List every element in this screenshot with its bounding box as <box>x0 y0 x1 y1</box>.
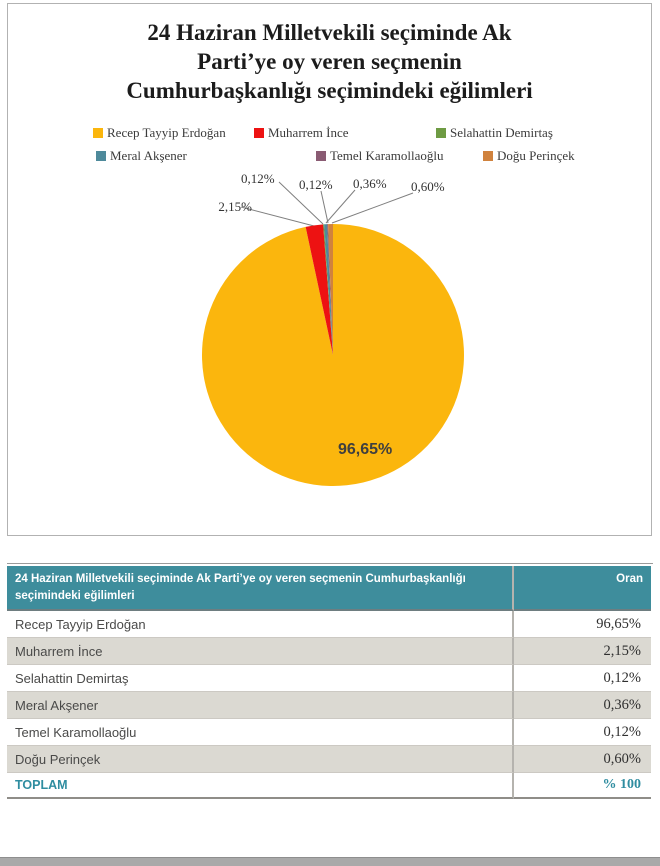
legend-label: Muharrem İnce <box>268 125 349 140</box>
pie-slices-group <box>202 224 464 486</box>
pie-chart <box>8 4 653 537</box>
table-row <box>7 746 653 773</box>
table-row <box>7 665 653 692</box>
pie-label-0-12-a: 0,12% <box>241 171 275 186</box>
results-table <box>7 563 653 799</box>
legend-label: Selahattin Demirtaş <box>450 125 553 140</box>
chart-title-line-1: 24 Haziran Milletvekili seçiminde Ak <box>147 20 512 45</box>
table-row <box>7 638 653 665</box>
pie-label-2-15: 2,15% <box>218 199 252 214</box>
page-bottom-bar <box>0 857 660 866</box>
row-value: 0,36% <box>514 692 651 719</box>
legend-label: Recep Tayyip Erdoğan <box>107 125 226 140</box>
pie-label-0-12-b: 0,12% <box>299 177 333 192</box>
table-header-title: 24 Haziran Milletvekili seçiminde Ak Parti’ye oy veren seçmenin Cumhurbaşkanlığı seçimindeki eğilimleri <box>7 566 514 611</box>
row-value: 0,60% <box>514 746 651 773</box>
pie-label-0-36: 0,36% <box>353 176 387 191</box>
pie-label-96-65: 96,65% <box>338 441 393 458</box>
row-value: 0,12% <box>514 665 651 692</box>
row-label: Temel Karamollaoğlu <box>7 719 514 746</box>
row-label: Meral Akşener <box>7 692 514 719</box>
table-row <box>7 692 653 719</box>
legend-label: Doğu Perinçek <box>497 148 575 163</box>
table-header-row <box>7 566 653 611</box>
row-value: 96,65% <box>514 611 651 638</box>
row-label: Muharrem İnce <box>7 638 514 665</box>
table-row <box>7 719 653 746</box>
pie-chart-panel <box>7 3 652 536</box>
table-row <box>7 611 653 638</box>
row-label: Doğu Perinçek <box>7 746 514 773</box>
total-value: % 100 <box>514 773 651 799</box>
row-value: 2,15% <box>514 638 651 665</box>
legend-label: Temel Karamollaoğlu <box>330 148 444 163</box>
chart-title-line-2: Parti’ye oy veren seçmenin <box>197 49 462 74</box>
row-label: Selahattin Demirtaş <box>7 665 514 692</box>
table-total-row <box>7 773 653 799</box>
chart-title-line-3: Cumhurbaşkanlığı seçimindeki eğilimleri <box>126 78 533 103</box>
table-header-oran: Oran <box>514 566 651 611</box>
row-value: 0,12% <box>514 719 651 746</box>
row-label: Recep Tayyip Erdoğan <box>7 611 514 638</box>
total-label: TOPLAM <box>7 773 514 799</box>
legend-label: Meral Akşener <box>110 148 187 163</box>
pie-label-0-60: 0,60% <box>411 179 445 194</box>
